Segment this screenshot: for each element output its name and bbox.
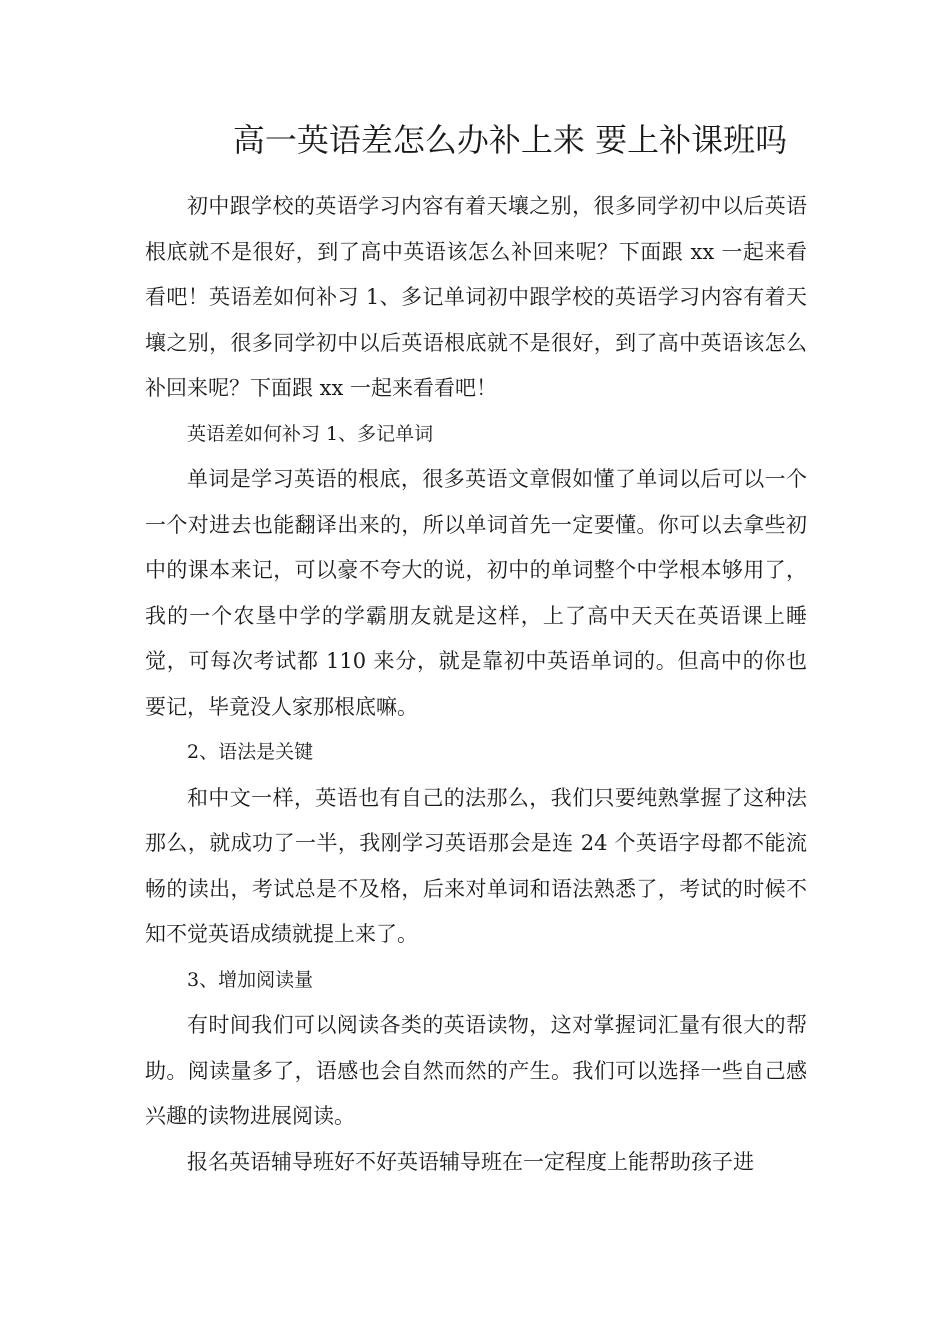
section-heading-grammar: 2、语法是关键: [187, 741, 314, 763]
section-heading-vocabulary: 英语差如何补习 1、多记单词: [187, 422, 434, 445]
paragraph-grammar: 和中文一样，英语也有自己的法那么，我们只要纯熟掌握了这种法那么，就成功了一半，我刚学习英语那会是连 24 个英语字母都不能流畅的读出，考试总是不及格，后来对单词和语法熟悉了，考试的时候不知不觉英语成绩就提上来了。: [145, 785, 807, 946]
paragraph-tutoring: 报名英语辅导班好不好英语辅导班在一定程度上能帮助孩子进: [187, 1149, 754, 1174]
paragraph-intro: 初中跟学校的英语学习内容有着天壤之别，很多同学初中以后英语根底就不是很好，到了高中英语该怎么补回来呢？下面跟 xx 一起来看看吧！英语差如何补习 1、多记单词初中跟学校的英语学习内容有着天壤之别，很多同学初中以后英语根底就不是很好，到了高中英语该怎么补回来呢？下面跟 xx 一起来看看吧！: [145, 194, 807, 400]
paragraph-reading: 有时间我们可以阅读各类的英语读物，这对掌握词汇量有很大的帮助。阅读量多了，语感也会自然而然的产生。我们可以选择一些自己感兴趣的读物进展阅读。: [145, 1013, 807, 1128]
paragraph-vocabulary: 单词是学习英语的根底，很多英语文章假如懂了单词以后可以一个一个对进去也能翻译出来的，所以单词首先一定要懂。你可以去拿些初中的课本来记，可以豪不夸大的说，初中的单词整个中学根本够用了，我的一个农垦中学的学霸朋友就是这样，上了高中天天在英语课上睡觉，可每次考试都 110 来分，就是靠初中英语单词的。但高中的你也要记，毕竟没人家那根底嘛。: [145, 467, 807, 719]
document-title: 高一英语差怎么办补上来 要上补课班吗: [232, 121, 788, 159]
section-heading-reading: 3、增加阅读量: [187, 968, 314, 991]
document-body: [145, 184, 807, 1185]
